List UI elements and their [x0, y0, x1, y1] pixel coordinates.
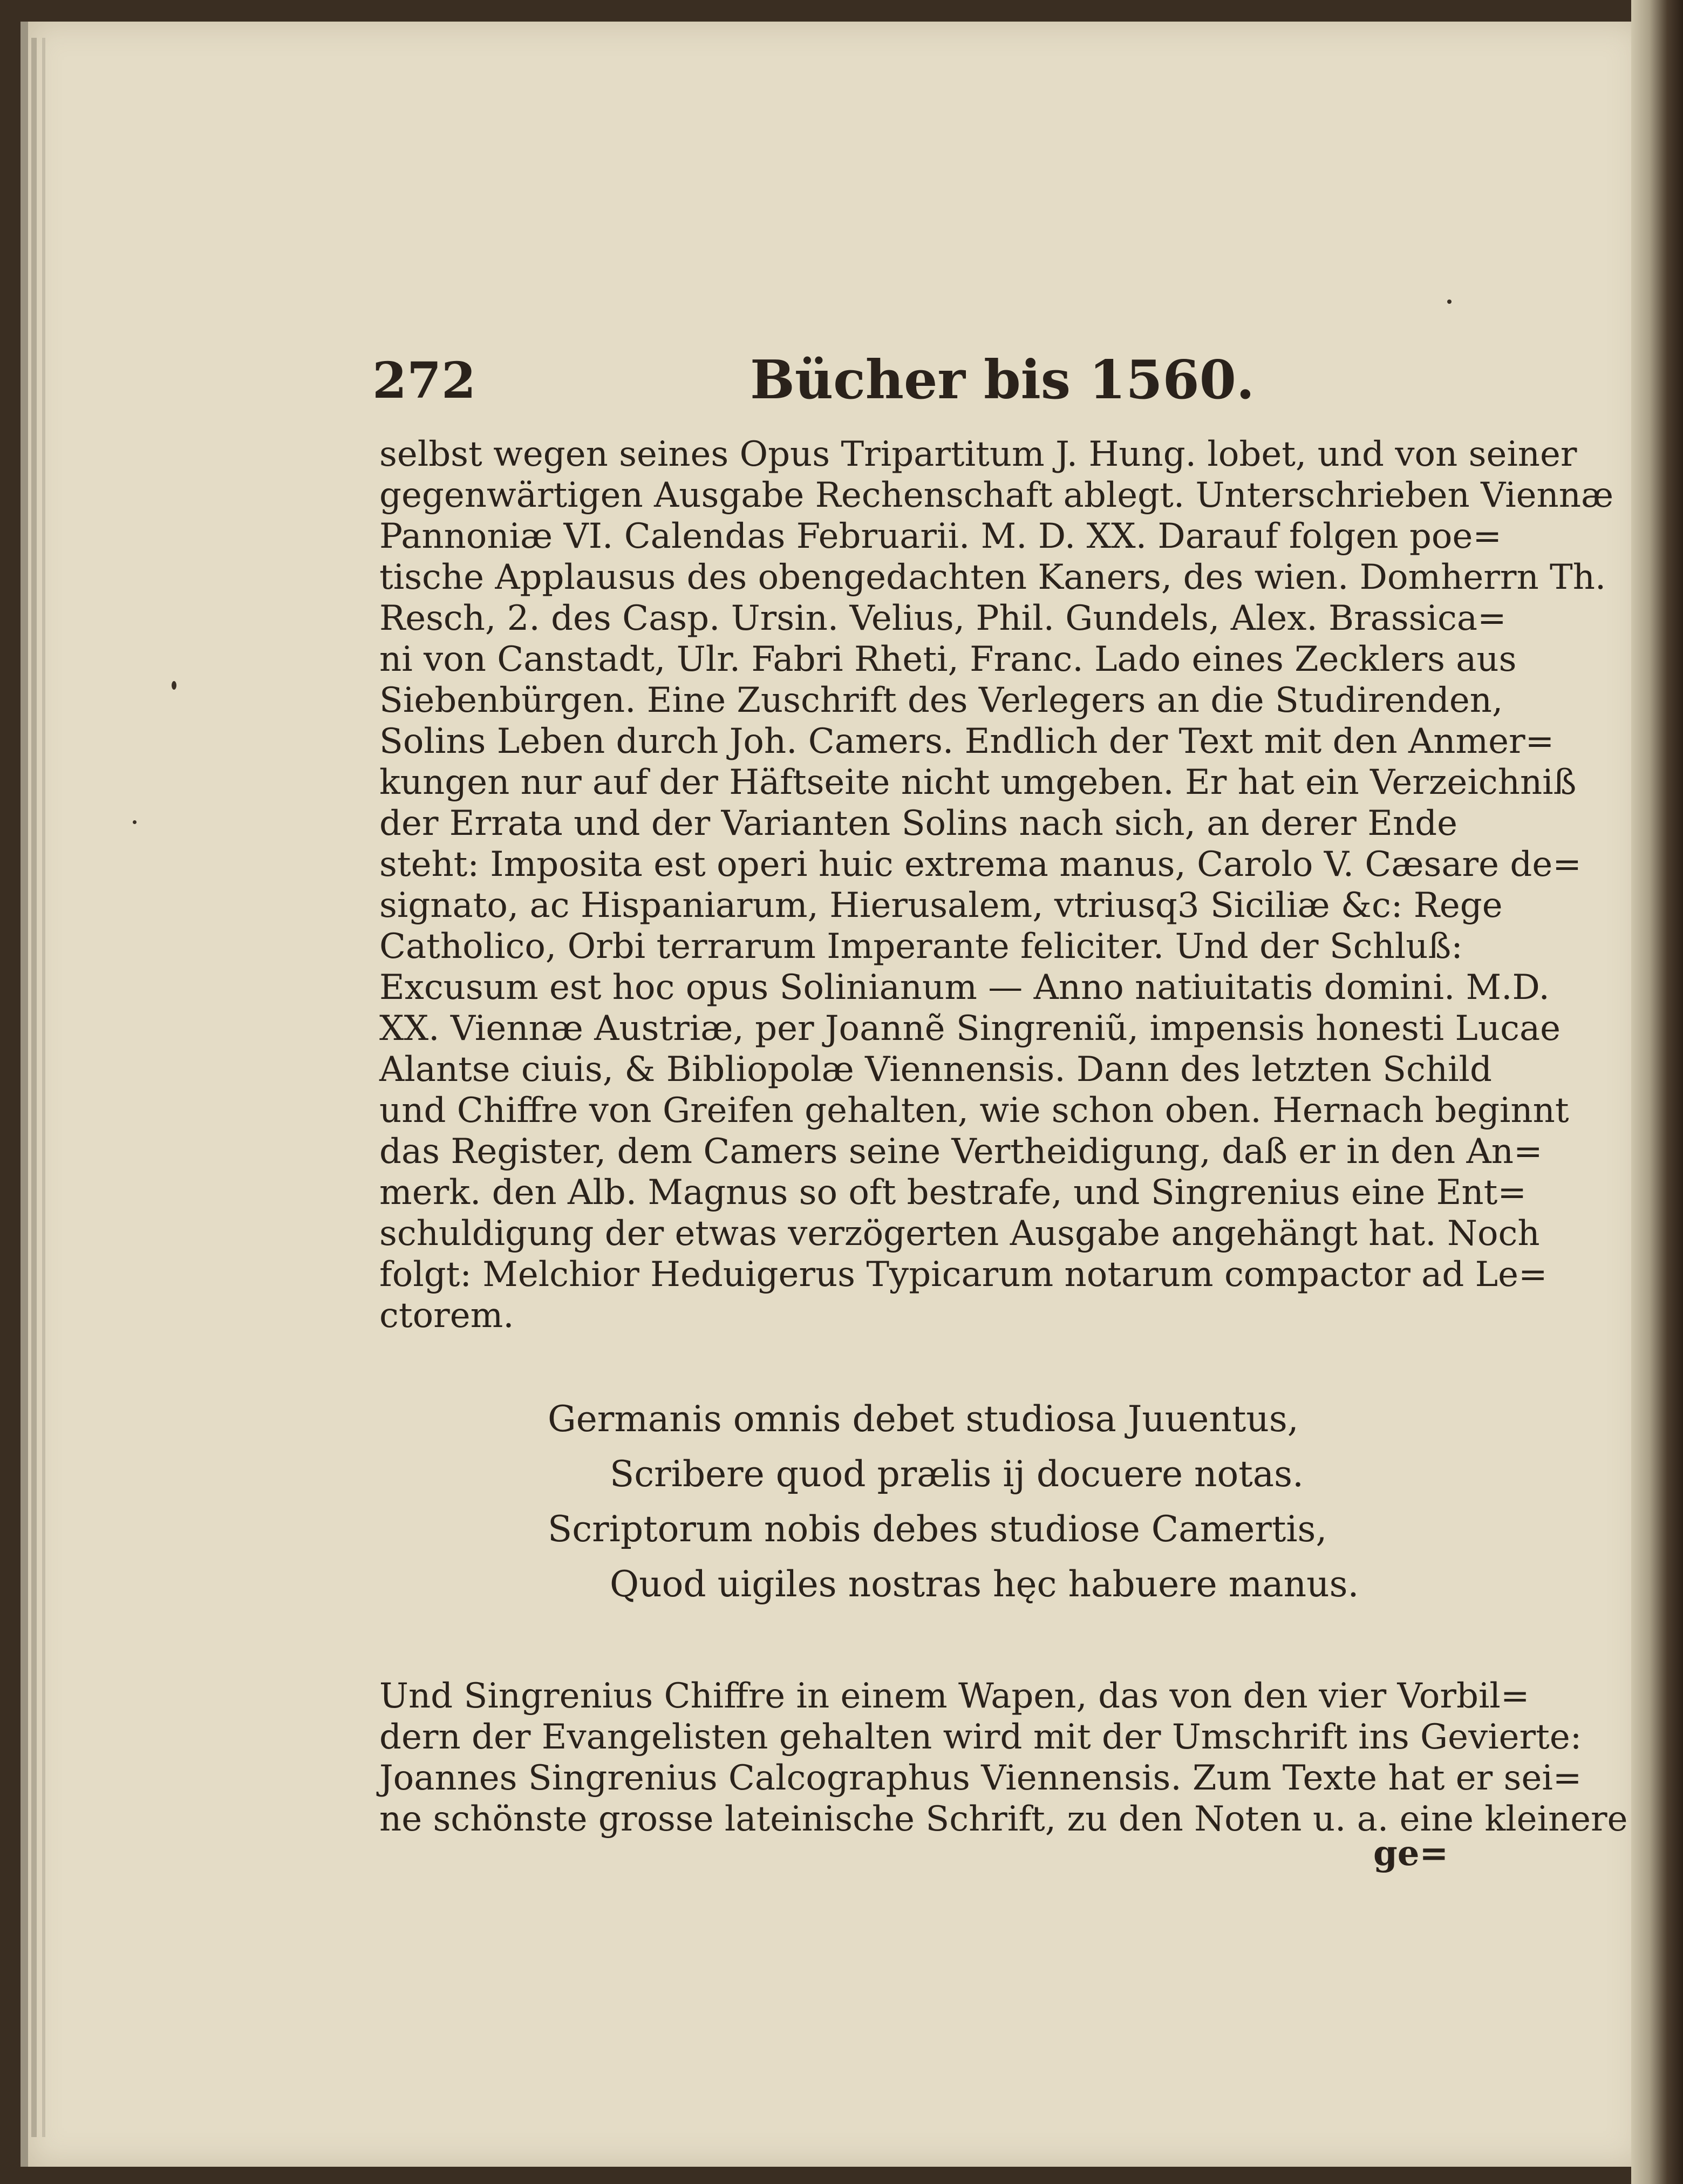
body-line: und Chiffre von Greifen gehalten, wie schon oben. Hernach beginnt: [379, 1091, 1569, 1131]
body-line: tische Applausus des obengedachten Kaners, des wien. Domherrn Th.: [379, 557, 1606, 597]
body-line: Excusum est hoc opus Solinianum — Anno natiuitatis domini. M.D.: [379, 968, 1550, 1008]
body-line: gegenwärtigen Ausgabe Rechenschaft ablegt. Unterschrieben Viennæ: [379, 475, 1614, 515]
body-line: steht: Imposita est operi huic extrema manus, Carolo V. Cæsare de=: [379, 845, 1582, 885]
body-line: merk. den Alb. Magnus so oft bestrafe, und Singrenius eine Ent=: [379, 1173, 1527, 1213]
page-header: [372, 340, 1452, 421]
closing-line: Und Singrenius Chiffre in einem Wapen, das von den vier Vorbil=: [379, 1676, 1530, 1716]
body-line: Siebenbürgen. Eine Zuschrift des Verlegers an die Studirenden,: [379, 681, 1503, 720]
body-line: ni von Canstadt, Ulr. Fabri Rheti, Franc. Lado eines Zecklers aus: [379, 639, 1517, 679]
body-line: Resch, 2. des Casp. Ursin. Velius, Phil. Gundels, Alex. Brassica=: [379, 598, 1507, 638]
page-edge-left-inner: [42, 38, 45, 2137]
closing-line: ne schönste grosse lateinische Schrift, zu den Noten u. a. eine kleinere: [379, 1799, 1628, 1839]
paper-speck: [172, 681, 176, 690]
catchword: ge=: [1373, 1833, 1449, 1874]
body-line: folgt: Melchior Heduigerus Typicarum notarum compactor ad Le=: [379, 1255, 1548, 1295]
body-line: Catholico, Orbi terrarum Imperante feliciter. Und der Schluß:: [379, 927, 1463, 967]
closing-line: Joannes Singrenius Calcographus Viennensis. Zum Texte hat er sei=: [379, 1758, 1582, 1798]
body-line: Solins Leben durch Joh. Camers. Endlich der Text mit den Anmer=: [379, 722, 1555, 761]
body-line: Alantse ciuis, & Bibliopolæ Viennensis. Dann des letzten Schild: [379, 1050, 1492, 1090]
paper-speck: [133, 820, 137, 824]
book-gutter: [1631, 0, 1683, 2184]
body-line: der Errata und der Varianten Solins nach sich, an derer Ende: [379, 804, 1457, 843]
body-line: XX. Viennæ Austriæ, per Joannẽ Singreniũ, impensis honesti Lucae: [379, 1009, 1561, 1049]
paper-speck: [1447, 300, 1452, 304]
body-line: das Register, dem Camers seine Vertheidigung, daß er in den An=: [379, 1132, 1543, 1172]
body-line: Pannoniæ VI. Calendas Februarii. M. D. XX. Darauf folgen poe=: [379, 516, 1502, 556]
page-edge-left: [31, 38, 37, 2137]
closing-line: dern der Evangelisten gehalten wird mit der Umschrift ins Gevierte:: [379, 1717, 1582, 1757]
verse-line: Germanis omnis debet studiosa Juuentus,: [548, 1398, 1299, 1440]
body-line: selbst wegen seines Opus Tripartitum J. Hung. lobet, und von seiner: [379, 434, 1577, 474]
page-number: 272: [372, 351, 476, 410]
body-line: kungen nur auf der Häftseite nicht umgeben. Er hat ein Verzeichniß: [379, 763, 1577, 802]
verse-line: Quod uigiles nostras hęc habuere manus.: [610, 1563, 1359, 1605]
running-head: Bücher bis 1560.: [750, 349, 1255, 411]
body-line: ctorem.: [379, 1296, 514, 1336]
body-line: schuldigung der etwas verzögerten Ausgabe angehängt hat. Noch: [379, 1214, 1540, 1254]
body-line: signato, ac Hispaniarum, Hierusalem, vtriusq3 Siciliæ &c: Rege: [379, 886, 1503, 926]
verse-line: Scriptorum nobis debes studiose Camertis,: [548, 1508, 1327, 1550]
verse-line: Scribere quod prælis ij docuere notas.: [610, 1453, 1304, 1495]
